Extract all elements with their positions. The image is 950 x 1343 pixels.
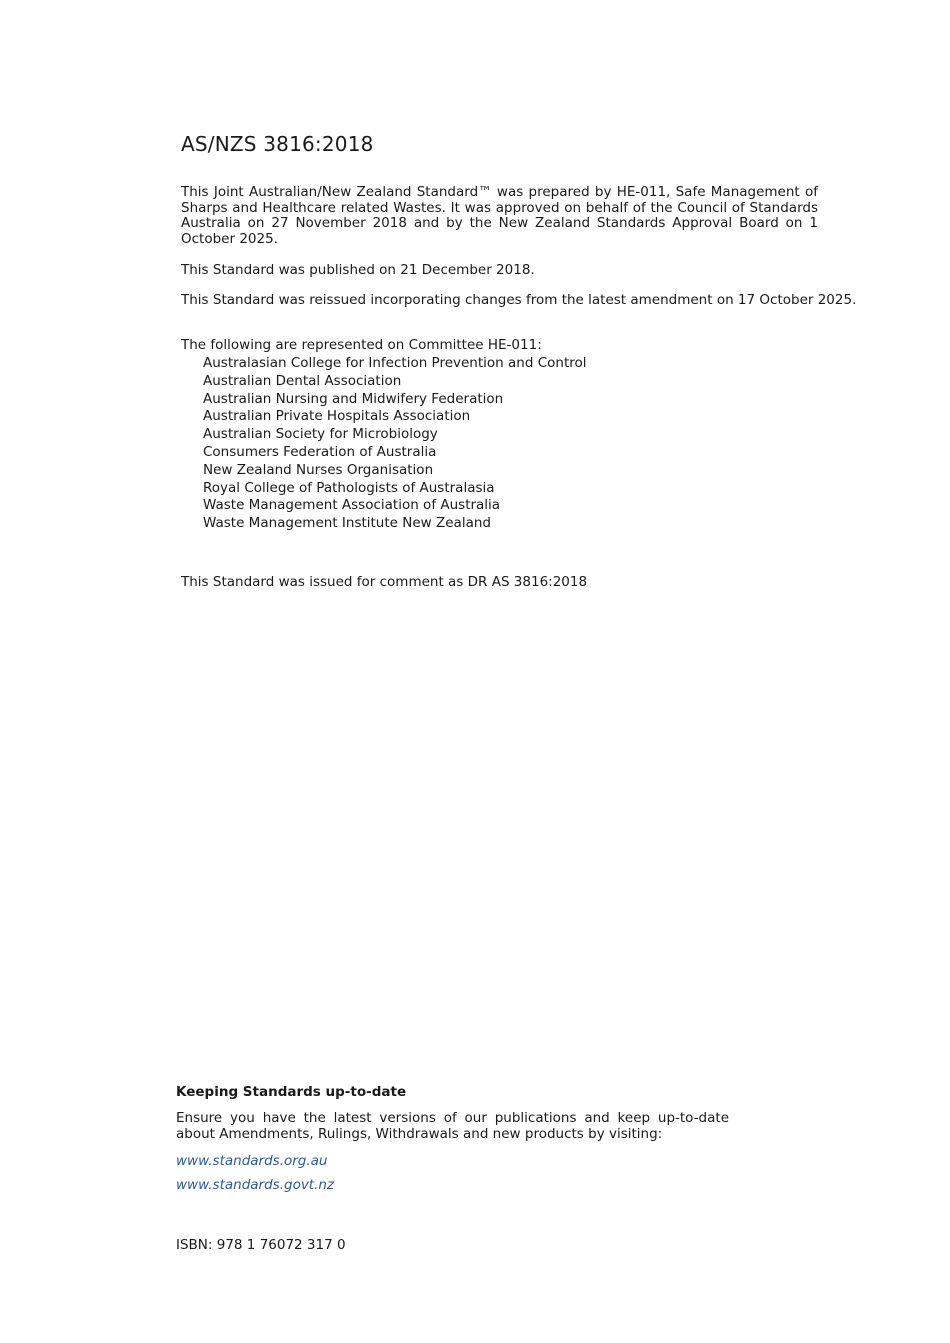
published-statement: This Standard was published on 21 December 2018. [181,262,535,278]
committee-member: New Zealand Nurses Organisation [203,461,434,478]
committee-member: Australian Private Hospitals Association [203,408,471,425]
committee-member: Waste Management Institute New Zealand [203,515,491,532]
committee-member-list [203,355,587,533]
committee-member: Australian Society for Microbiology [203,426,438,443]
standards-australia-link[interactable]: www.standards.org.au [176,1153,328,1169]
committee-member: Consumers Federation of Australia [203,443,437,460]
committee-member: Australasian College for Infection Prevention and Control [203,355,587,371]
reissued-statement: This Standard was reissued incorporating changes from the latest amendment on 17 October 2025. [181,292,857,308]
document-id: AS/NZS 3816:2018 [181,132,374,156]
keeping-up-to-date-heading: Keeping Standards up-to-date [176,1084,407,1100]
committee-member: Australian Dental Association [203,372,402,389]
comment-statement: This Standard was issued for comment as DR AS 3816:2018 [181,574,588,590]
intro-paragraph: This Joint Australian/New Zealand Standard™ was prepared by HE-011, Safe Management of Sharps and Healthcare related Wastes. It was approved on behalf of the Council of Standards Australia on 27 November 2018 and by the New Zealand Standards Approval Board on 1 October 2025. [181,184,818,247]
committee-member: Royal College of Pathologists of Australasia [203,479,495,496]
committee-member: Waste Management Association of Australia [203,497,501,514]
committee-heading: The following are represented on Committee HE-011: [181,337,542,353]
keeping-up-to-date-text: Ensure you have the latest versions of our publications and keep up-to-date about Amendments, Rulings, Withdrawals and new products by visiting: [176,1110,729,1142]
committee-member: Australian Nursing and Midwifery Federation [203,390,504,407]
isbn: ISBN: 978 1 76072 317 0 [176,1237,346,1253]
standards-nz-link[interactable]: www.standards.govt.nz [176,1177,335,1193]
